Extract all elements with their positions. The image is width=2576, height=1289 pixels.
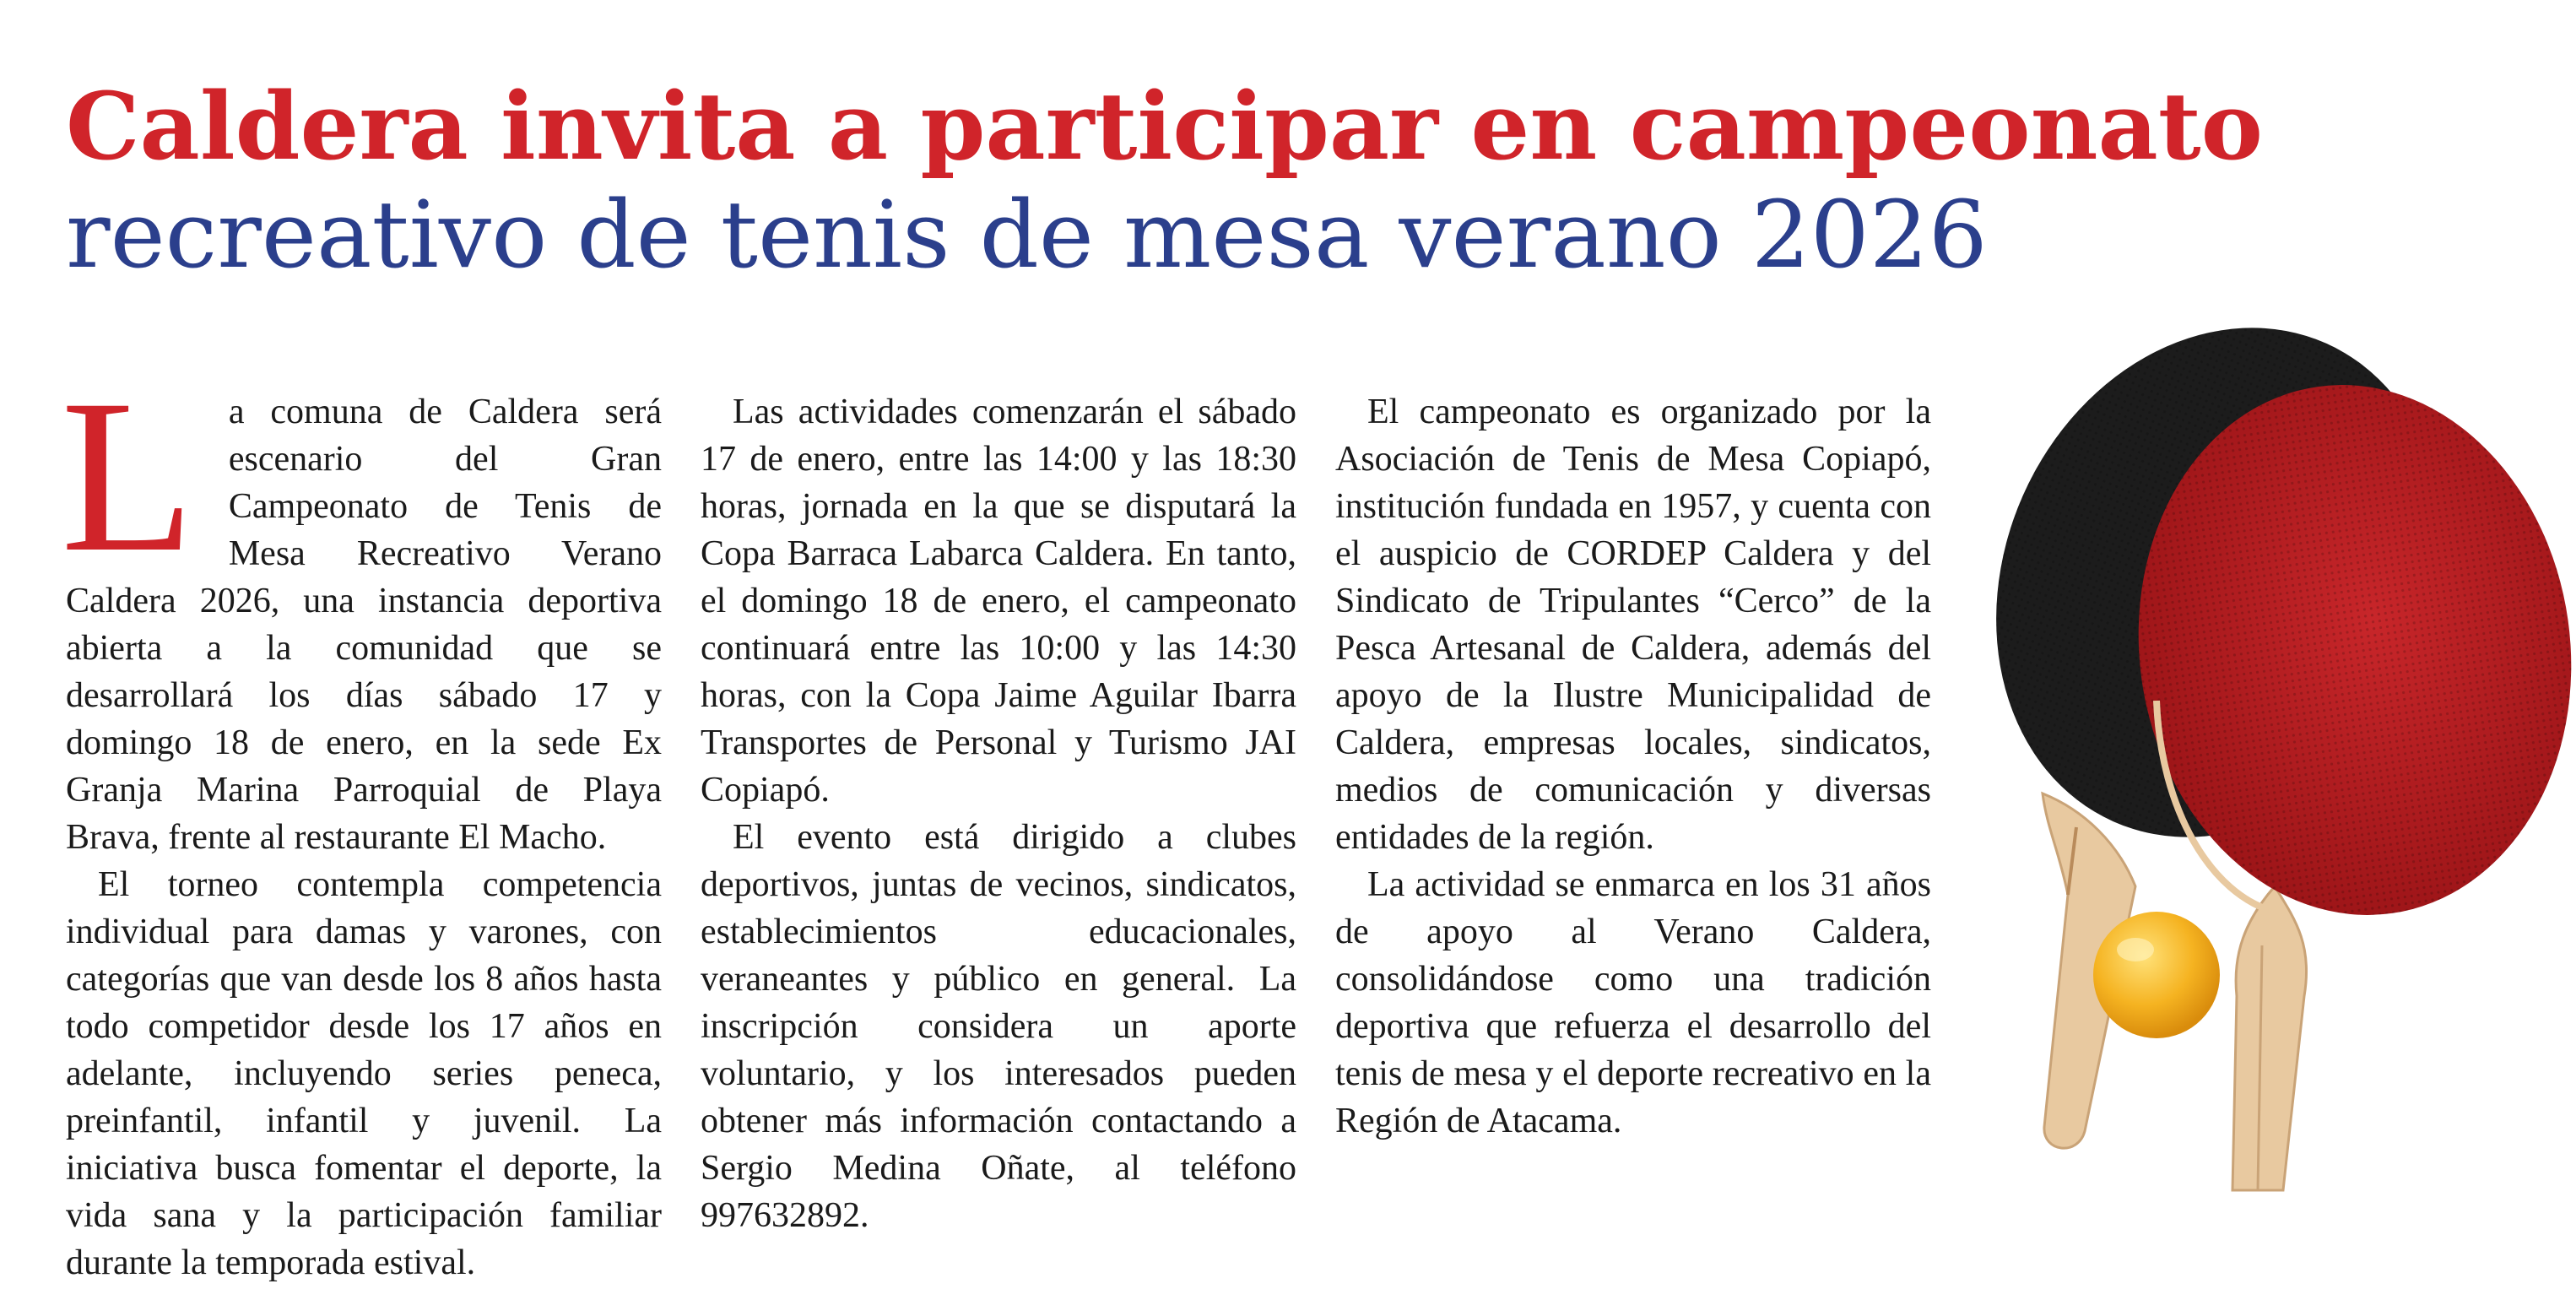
article-column-3	[1335, 388, 1931, 1145]
article-paragraph-5: El campeonato es organizado por la Asociación de Tenis de Mesa Copiapó, institución fundada en 1957, y cuenta con el auspicio de CORDEP Caldera y del Sindicato de Tripulantes “Cerco” de la Pesca Artesanal de Caldera, además del apoyo de la Ilustre Municipalidad de Caldera, empresas locales, sindicatos, medios de comunicación y diversas entidades de la región.	[1335, 393, 1931, 857]
article-column-2	[701, 388, 1296, 1239]
article-paragraph-6: La actividad se enmarca en los 31 años de apoyo al Verano Caldera, consolidándose como una tradición deportiva que refuerza el desarrollo del tenis de mesa y el deporte recreativo en la Región de Atacama.	[1335, 865, 1931, 1140]
article-paragraph-1	[61, 355, 662, 861]
article-paragraph-4: El evento está dirigido a clubes deportivos, juntas de vecinos, sindicatos, establecimientos educacionales, veraneantes y público en general. La inscripción considera un aporte voluntario, y los interesados pueden obtener más información contactando a Sergio Medina Oñate, al teléfono 997632892.	[701, 818, 1296, 1235]
article-paragraph-2: El torneo contempla competencia individual para damas y varones, con categorías que van desde los 8 años hasta todo competidor desde los 17 años en adelante, incluyendo series peneca, preinfantil, infantil y juvenil. La iniciativa busca fomentar el deporte, la vida sana y la participación familiar durante la temporada estival.	[66, 865, 662, 1282]
ping-pong-paddles-photo	[1941, 304, 2576, 1216]
headline	[66, 72, 2263, 289]
ping-pong-ball	[2093, 912, 2220, 1038]
article-paragraph-1-text: a comuna de Caldera será escenario del Gran Campeonato de Tenis de Mesa Recreativo Verano Caldera 2026, una instancia deportiva abierta a la comunidad que se desarrollará los días sábado 17 y domingo 18 de enero, en la sede Ex Granja Marina Parroquial de Playa Brava, frente al restaurante El Macho.	[66, 393, 662, 857]
article-paragraph-3: Las actividades comenzarán el sábado 17 de enero, entre las 14:00 y las 18:30 horas, jornada en la que se disputará la Copa Barraca Labarca Caldera. En tanto, el domingo 18 de enero, el campeonato continuará entre las 10:00 y las 14:30 horas, con la Copa Jaime Aguilar Ibarra Transportes de Personal y Turismo JAI Copiapó.	[701, 393, 1296, 810]
headline-line-1: Caldera invita a participar en campeonato	[66, 72, 2263, 181]
article-column-1	[61, 355, 662, 1286]
headline-line-2: recreativo de tenis de mesa verano 2026	[66, 181, 1988, 289]
drop-cap: L	[61, 355, 195, 598]
